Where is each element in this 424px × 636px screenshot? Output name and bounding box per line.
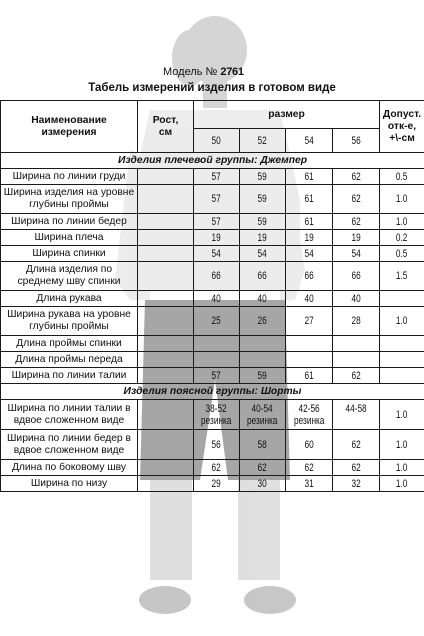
tolerance-value: 1.0 bbox=[380, 476, 424, 492]
section-jumper: Изделия плечевой группы: Джемпер bbox=[1, 153, 424, 169]
size-value: 25 bbox=[194, 307, 240, 336]
height-value bbox=[138, 368, 194, 384]
size-50: 50 bbox=[194, 129, 240, 153]
table-row bbox=[1, 368, 424, 384]
elastic-label: резинка bbox=[247, 414, 278, 427]
tolerance-value bbox=[380, 352, 424, 368]
size-value: 61 bbox=[286, 214, 333, 230]
size-value: 59 bbox=[240, 185, 286, 214]
measurement-name: Ширина изделия на уровне глубины проймы bbox=[1, 185, 138, 214]
measurement-name: Длина изделия по среднему шву спинки bbox=[1, 262, 138, 291]
height-value bbox=[138, 336, 194, 352]
size-value: 19 bbox=[194, 230, 240, 246]
size-value bbox=[194, 352, 240, 368]
tolerance-value: 0.5 bbox=[380, 169, 424, 185]
table-row bbox=[1, 246, 424, 262]
size-value bbox=[333, 352, 380, 368]
table-row bbox=[1, 336, 424, 352]
measurement-name: Длина по боковому шву bbox=[1, 460, 138, 476]
table-row bbox=[1, 214, 424, 230]
tolerance-value bbox=[380, 291, 424, 307]
measurement-name: Ширина по низу bbox=[1, 476, 138, 492]
size-value: 66 bbox=[333, 262, 380, 291]
table-row bbox=[1, 169, 424, 185]
size-54: 54 bbox=[286, 129, 333, 153]
measurement-name: Ширина рукава на уровне глубины проймы bbox=[1, 307, 138, 336]
height-value bbox=[138, 430, 194, 460]
table-row bbox=[1, 262, 424, 291]
tolerance-value bbox=[380, 368, 424, 384]
size-value: 40 bbox=[286, 291, 333, 307]
column-header-height bbox=[138, 101, 194, 153]
height-value bbox=[138, 214, 194, 230]
tolerance-value: 0.2 bbox=[380, 230, 424, 246]
model-label: Модель № bbox=[163, 66, 218, 78]
height-value bbox=[138, 460, 194, 476]
size-value: 54 bbox=[333, 246, 380, 262]
waist-range: 38-52 bbox=[205, 402, 228, 415]
size-value: 62 bbox=[333, 169, 380, 185]
size-value: 62 bbox=[194, 460, 240, 476]
measurement-name: Ширина плеча bbox=[1, 230, 138, 246]
measurement-name: Ширина по линии талии bbox=[1, 368, 138, 384]
size-value: 40 bbox=[194, 291, 240, 307]
size-value: 40 bbox=[240, 291, 286, 307]
size-value: 31 bbox=[286, 476, 333, 492]
height-value bbox=[138, 291, 194, 307]
tolerance-value: 1.0 bbox=[380, 214, 424, 230]
section-shorts-row bbox=[1, 384, 424, 400]
size-value: 57 bbox=[194, 185, 240, 214]
tolerance-header-line3: +\-см bbox=[389, 132, 415, 144]
measurement-name: Ширина по линии талии в вдвое сложенном виде bbox=[1, 400, 138, 430]
column-header-size: размер bbox=[194, 101, 380, 129]
waist-range: 42-56 bbox=[298, 402, 320, 415]
table-row bbox=[1, 291, 424, 307]
model-line bbox=[163, 66, 244, 78]
tolerance-value: 1.0 bbox=[380, 460, 424, 476]
size-value: 19 bbox=[240, 230, 286, 246]
size-value bbox=[333, 400, 380, 430]
size-value bbox=[240, 352, 286, 368]
height-value bbox=[138, 476, 194, 492]
height-header-line1: Рост, bbox=[152, 114, 179, 126]
measurement-name: Ширина по линии груди bbox=[1, 169, 138, 185]
size-value: 59 bbox=[240, 214, 286, 230]
size-value: 56 bbox=[194, 430, 240, 460]
table-row bbox=[1, 430, 424, 460]
size-value: 59 bbox=[240, 368, 286, 384]
height-value bbox=[138, 262, 194, 291]
size-value: 27 bbox=[286, 307, 333, 336]
size-value: 54 bbox=[194, 246, 240, 262]
size-value: 58 bbox=[240, 430, 286, 460]
tolerance-value bbox=[380, 336, 424, 352]
measurement-name: Ширина по линии бедер bbox=[1, 214, 138, 230]
size-value: 61 bbox=[286, 185, 333, 214]
size-value: 57 bbox=[194, 368, 240, 384]
size-value: 19 bbox=[286, 230, 333, 246]
size-value: 60 bbox=[286, 430, 333, 460]
size-value: 62 bbox=[333, 430, 380, 460]
table-row bbox=[1, 476, 424, 492]
size-value: 66 bbox=[194, 262, 240, 291]
table-row bbox=[1, 230, 424, 246]
table-row bbox=[1, 352, 424, 368]
tolerance-header-line2: отк-е, bbox=[387, 120, 417, 132]
height-value bbox=[138, 169, 194, 185]
height-value bbox=[138, 185, 194, 214]
size-value: 26 bbox=[240, 307, 286, 336]
height-value bbox=[138, 400, 194, 430]
height-value bbox=[138, 352, 194, 368]
table-row bbox=[1, 400, 424, 430]
size-value: 40 bbox=[333, 291, 380, 307]
size-value: 28 bbox=[333, 307, 380, 336]
size-value: 62 bbox=[333, 214, 380, 230]
size-value: 62 bbox=[333, 185, 380, 214]
size-value: 66 bbox=[286, 262, 333, 291]
measurement-name: Ширина спинки bbox=[1, 246, 138, 262]
size-56: 56 bbox=[333, 129, 380, 153]
size-value: 54 bbox=[240, 246, 286, 262]
size-value: 19 bbox=[333, 230, 380, 246]
size-value bbox=[286, 400, 333, 430]
size-value: 57 bbox=[194, 169, 240, 185]
section-jumper-row bbox=[1, 153, 424, 169]
height-value bbox=[138, 307, 194, 336]
tolerance-value: 0.5 bbox=[380, 246, 424, 262]
measurement-name: Длина проймы спинки bbox=[1, 336, 138, 352]
size-value: 62 bbox=[240, 460, 286, 476]
height-header-line2: см bbox=[158, 126, 173, 138]
height-value bbox=[138, 230, 194, 246]
size-value: 61 bbox=[286, 169, 333, 185]
size-value: 54 bbox=[286, 246, 333, 262]
table-row bbox=[1, 307, 424, 336]
column-header-name: Наименование измерения bbox=[1, 101, 138, 153]
page-title: Табель измерений изделия в готовом виде bbox=[88, 82, 336, 94]
size-value: 62 bbox=[333, 460, 380, 476]
size-value: 62 bbox=[333, 368, 380, 384]
measurement-name: Длина рукава bbox=[1, 291, 138, 307]
size-value bbox=[286, 352, 333, 368]
size-value: 62 bbox=[286, 460, 333, 476]
tolerance-value: 1.0 bbox=[380, 430, 424, 460]
waist-range: 44-58 bbox=[345, 402, 367, 415]
size-value: 59 bbox=[240, 169, 286, 185]
table-row bbox=[1, 185, 424, 214]
size-value: 32 bbox=[333, 476, 380, 492]
table-row bbox=[1, 460, 424, 476]
measurement-name: Длина проймы переда bbox=[1, 352, 138, 368]
size-value bbox=[194, 400, 240, 430]
size-value bbox=[333, 336, 380, 352]
size-value: 61 bbox=[286, 368, 333, 384]
waist-range: 40-54 bbox=[251, 402, 274, 415]
size-value bbox=[240, 336, 286, 352]
size-value: 29 bbox=[194, 476, 240, 492]
tolerance-value: 1.0 bbox=[380, 400, 424, 430]
size-value bbox=[286, 336, 333, 352]
elastic-label: резинка bbox=[201, 414, 232, 427]
header-row-1 bbox=[1, 101, 424, 129]
size-value: 66 bbox=[240, 262, 286, 291]
size-value bbox=[240, 400, 286, 430]
size-value: 30 bbox=[240, 476, 286, 492]
size-value bbox=[194, 336, 240, 352]
tolerance-value: 1.5 bbox=[380, 262, 424, 291]
tolerance-value: 1.0 bbox=[380, 185, 424, 214]
section-shorts: Изделия поясной группы: Шорты bbox=[1, 384, 424, 400]
model-number: 2761 bbox=[220, 66, 244, 78]
height-value bbox=[138, 246, 194, 262]
elastic-label: резинка bbox=[293, 414, 325, 427]
measurement-table bbox=[0, 100, 424, 492]
measurement-name: Ширина по линии бедер в вдвое сложенном виде bbox=[1, 430, 138, 460]
size-52: 52 bbox=[240, 129, 286, 153]
tolerance-header-line1: Допуст. bbox=[382, 108, 422, 120]
size-value: 57 bbox=[194, 214, 240, 230]
tolerance-value: 1.0 bbox=[380, 307, 424, 336]
column-header-tolerance bbox=[380, 101, 424, 153]
